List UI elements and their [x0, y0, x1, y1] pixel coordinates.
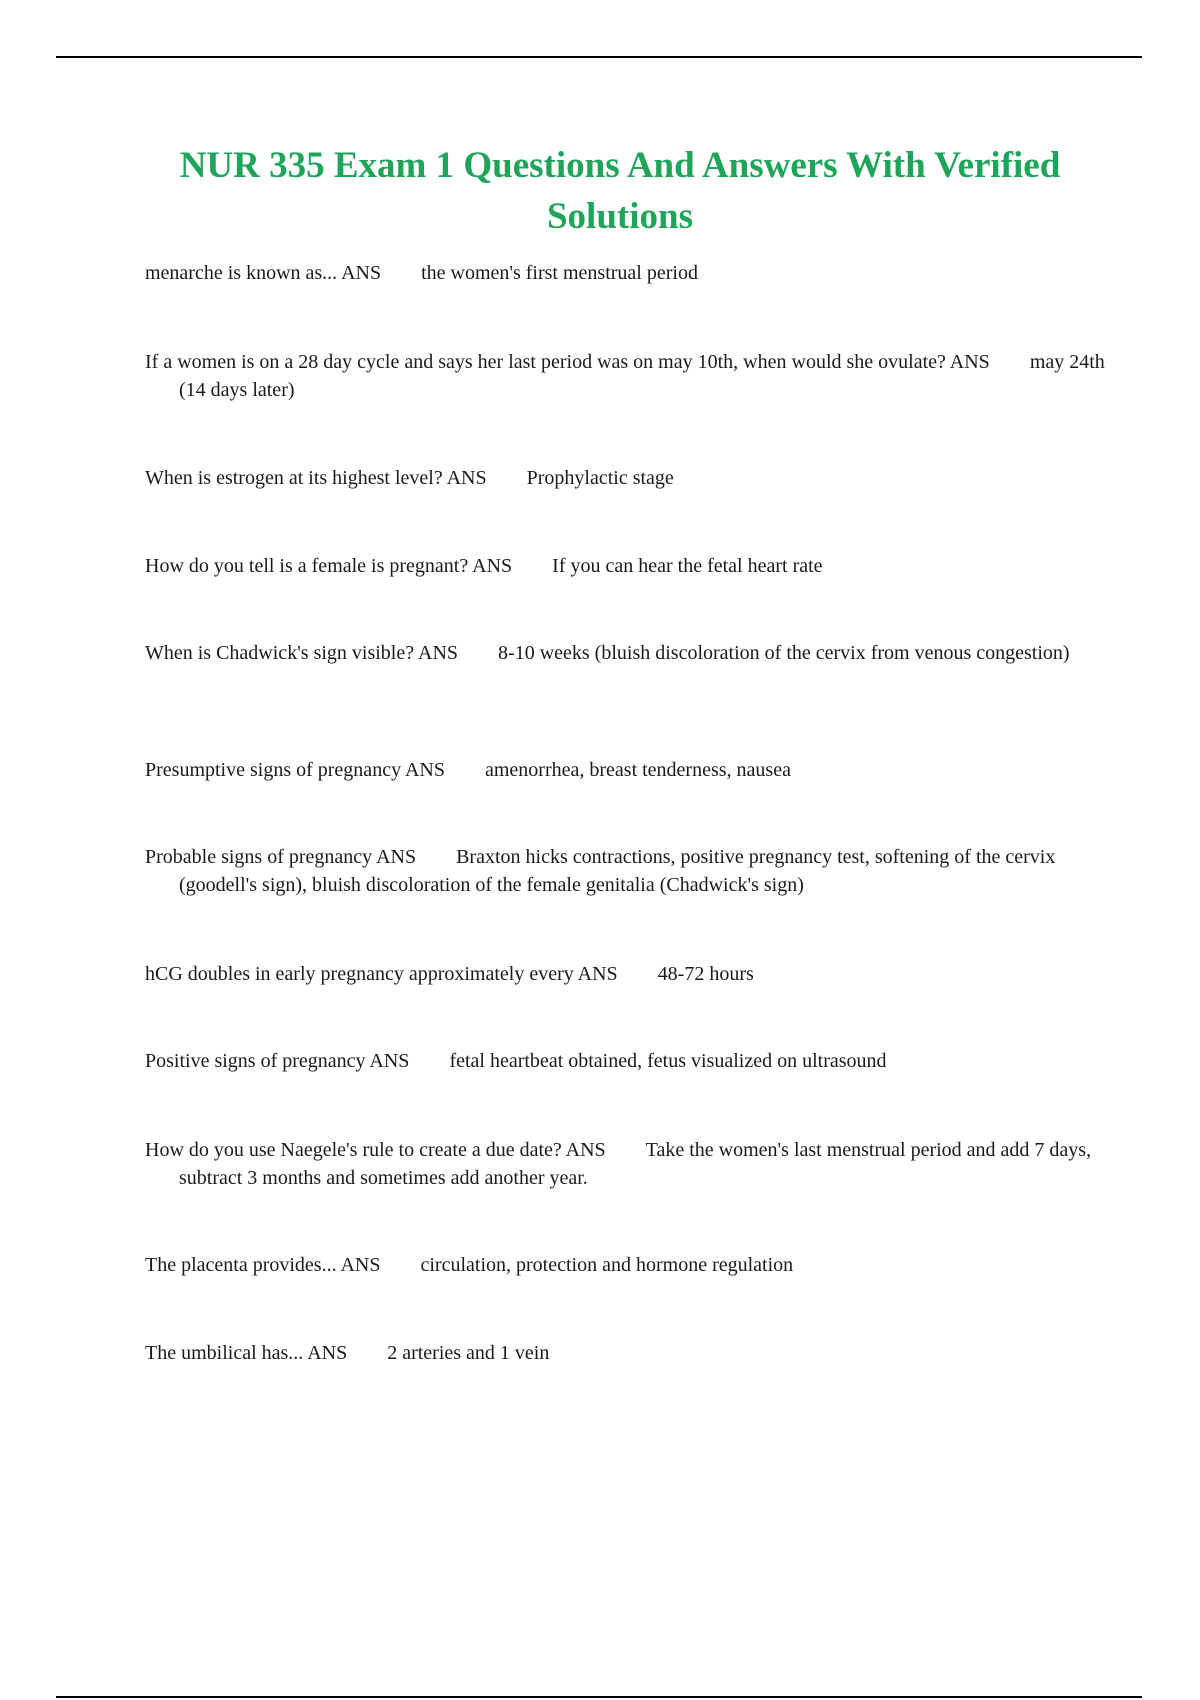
question-text: menarche is known as... ANS	[145, 262, 382, 284]
question-text: Probable signs of pregnancy ANS	[145, 846, 417, 868]
qa-item	[145, 1339, 1124, 1367]
qa-item	[145, 756, 1124, 784]
question-text: The placenta provides... ANS	[145, 1254, 381, 1276]
qa-item	[145, 348, 1124, 404]
answer-text: If you can hear the fetal heart rate	[552, 555, 823, 577]
qa-item	[145, 259, 1124, 287]
qa-item	[145, 1047, 1124, 1075]
answer-text: 48-72 hours	[657, 963, 754, 985]
answer-text: Braxton hicks contractions, positive pregnancy test, softening of the cervix (goodell's sign), bluish discoloration of the female genitalia (Chadwick's sign)	[179, 846, 1056, 896]
qa-item	[145, 1136, 1124, 1192]
answer-text: Prophylactic stage	[526, 467, 674, 489]
answer-text: amenorrhea, breast tenderness, nausea	[484, 759, 791, 781]
question-text: Positive signs of pregnancy ANS	[145, 1050, 410, 1072]
question-text: When is estrogen at its highest level? ANS	[145, 467, 487, 489]
question-text: Presumptive signs of pregnancy ANS	[145, 759, 445, 781]
qa-item	[145, 552, 1124, 580]
answer-text: Take the women's last menstrual period and add 7 days, subtract 3 months and sometimes add another year.	[179, 1139, 1092, 1189]
question-text: How do you use Naegele's rule to create a due date? ANS	[145, 1139, 606, 1161]
answer-text: fetal heartbeat obtained, fetus visualized on ultrasound	[449, 1050, 887, 1072]
question-text: If a women is on a 28 day cycle and says her last period was on may 10th, when would she ovulate? ANS	[145, 351, 990, 373]
qa-item	[145, 1251, 1124, 1279]
qa-item	[145, 843, 1124, 899]
answer-text: 2 arteries and 1 vein	[387, 1342, 550, 1364]
answer-text: circulation, protection and hormone regulation	[420, 1254, 794, 1276]
header-rule	[56, 56, 1142, 58]
question-text: When is Chadwick's sign visible? ANS	[145, 642, 459, 664]
question-text: hCG doubles in early pregnancy approximately every ANS	[145, 963, 618, 985]
page-title: NUR 335 Exam 1 Questions And Answers With Verified Solutions	[179, 145, 1061, 237]
qa-item	[145, 639, 1124, 667]
answer-text: the women's first menstrual period	[421, 262, 698, 284]
question-text: The umbilical has... ANS	[145, 1342, 348, 1364]
answer-text: 8-10 weeks (bluish discoloration of the cervix from venous congestion)	[498, 642, 1070, 664]
question-text: How do you tell is a female is pregnant? ANS	[145, 555, 513, 577]
answer-text: may 24th (14 days later)	[179, 351, 1105, 401]
qa-item	[145, 464, 1124, 492]
footer-rule	[56, 1696, 1142, 1698]
qa-item	[145, 960, 1124, 988]
